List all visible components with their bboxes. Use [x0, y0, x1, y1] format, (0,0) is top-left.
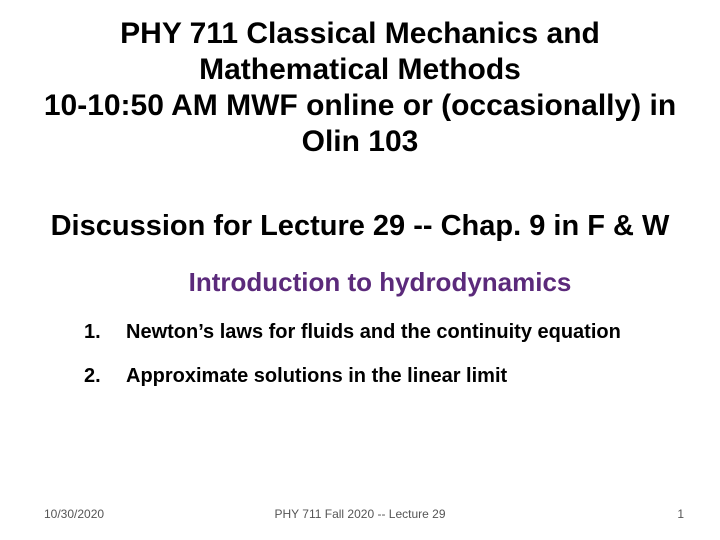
slide-title	[0, 16, 720, 160]
list-item-text: Newton’s laws for fluids and the continuity equation	[126, 321, 621, 343]
list-item-text: Approximate solutions in the linear limit	[126, 365, 508, 387]
title-line-4: Olin 103	[301, 125, 419, 158]
topic-subtitle: Introduction to hydrodynamics	[188, 267, 572, 297]
footer-course: PHY 711 Fall 2020 -- Lecture 29	[274, 507, 446, 521]
list-item-number: 2.	[84, 365, 101, 387]
slide-number: 1	[677, 507, 684, 521]
list-item-number: 1.	[84, 321, 101, 343]
title-line-1: PHY 711 Classical Mechanics and	[120, 17, 600, 50]
title-line-2: Mathematical Methods	[199, 53, 521, 86]
title-line-3: 10-10:50 AM MWF online or (occasionally) in	[43, 89, 677, 122]
list-item	[84, 364, 644, 388]
discussion-heading: Discussion for Lecture 29 -- Chap. 9 in F & W	[50, 210, 670, 242]
topic-list	[84, 320, 644, 408]
footer-date: 10/30/2020	[44, 507, 105, 521]
list-item	[84, 320, 644, 344]
